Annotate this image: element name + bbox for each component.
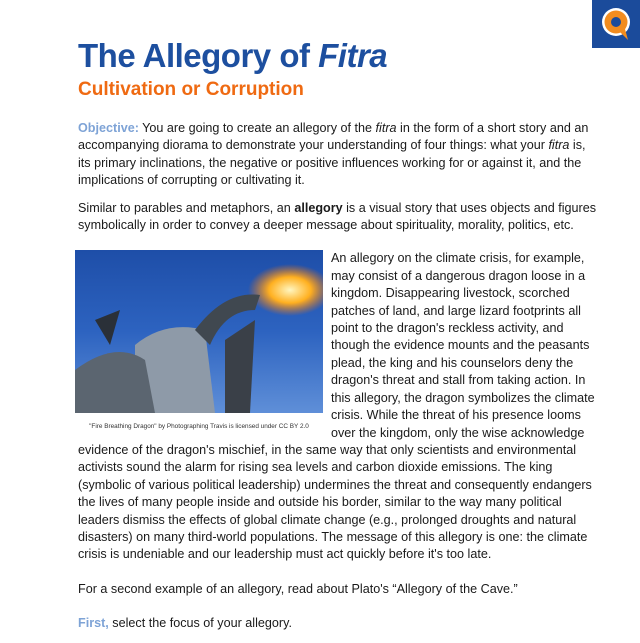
example-paragraph: An allegory on the climate crisis, for example, may consist of a dangerous dragon loose in a kingdom. Disappearing livestock, scorched patches of land, and large lizard footprints all point to the dragon's reckless activity, and though the evidence mounts and the peasants plead, the king and his counselors deny the dragon's threat and stall from taking action. In this allegory, the dragon symbolizes the climate crisis. While the threat of his presence looms over the kingdom, only the wise acknowledge evidence of the dragon's mischief, in the same way that only scientists and environmental activists sound the alarm for rising sea levels and carbon dioxide emissions. The king (symbolic of various political leadership) undermines the threat and consequently endangers the lives of many people inside and outside his border, similar to the way many political leaders dismiss the effects of global climate change (e.g., prolonged droughts and natural disasters) on many third-world populations. The message of this allegory is one: the climate crisis is undeniable and our leadership must act quickly before it's too late.	[78, 251, 595, 562]
photo-caption: "Fire Breathing Dragon" by Photographing Travis is licensed under CC BY 2.0	[89, 423, 309, 431]
dragon-photo	[75, 250, 323, 413]
objective-paragraph: Objective: You are going to create an allegory of the fitra in the form of a short story and an accompanying diorama to demonstrate your understanding of four things: what your fitra is, its primary inclinations, the negative or positive influences working for or against it, and the implications of corrupting or cultivating it.	[78, 121, 589, 188]
page-subtitle: Cultivation or Corruption	[78, 79, 304, 100]
definition-paragraph: Similar to parables and metaphors, an allegory is a visual story that uses objects and figures symbolically in order to convey a deeper message about spirituality, morality, politics, etc.	[78, 200, 597, 233]
first-step-paragraph: First, select the focus of your allegory.	[78, 616, 292, 631]
dragon-figure	[75, 250, 323, 430]
second-example-paragraph: For a second example of an allegory, read about Plato's “Allegory of the Cave.”	[78, 581, 518, 596]
brand-logo	[592, 0, 640, 48]
speech-bubble-q-icon	[592, 0, 640, 48]
page-title: The Allegory of Fitra	[78, 37, 388, 74]
document-body	[78, 36, 598, 643]
